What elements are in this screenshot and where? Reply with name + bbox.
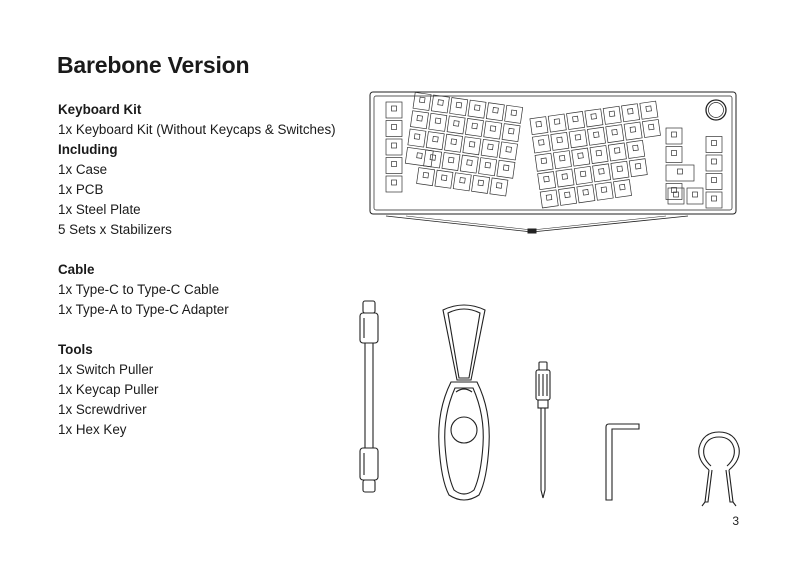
- list-item: 1x Type-C to Type-C Cable: [58, 282, 220, 297]
- key-outline: [472, 175, 490, 193]
- section-heading: Keyboard Kit: [58, 102, 142, 117]
- key-outline: [484, 121, 502, 139]
- key-outline: [551, 132, 569, 150]
- key-outline: [590, 146, 608, 164]
- list-item: 1x Type-A to Type-C Adapter: [58, 302, 229, 317]
- key-outline: [569, 130, 587, 148]
- key-outline: [553, 151, 571, 169]
- key-outline: [532, 135, 550, 153]
- key-outline: [548, 114, 566, 132]
- key-outline: [426, 132, 444, 150]
- keyboard-icon: [366, 88, 746, 238]
- key-outline: [606, 125, 624, 143]
- key-outline: [540, 190, 558, 208]
- key-outline: [386, 158, 402, 174]
- key-outline: [611, 161, 629, 179]
- key-outline: [442, 153, 460, 171]
- key-outline: [567, 111, 585, 129]
- list-item: 1x Hex Key: [58, 422, 127, 437]
- key-outline: [642, 119, 660, 137]
- key-outline: [706, 192, 722, 208]
- key-outline: [417, 168, 435, 186]
- key-outline: [574, 166, 592, 184]
- key-outline: [622, 104, 640, 122]
- key-outline: [505, 105, 523, 123]
- key-outline: [408, 129, 426, 147]
- key-outline: [530, 117, 548, 135]
- list-item: 5 Sets x Stabilizers: [58, 222, 172, 237]
- key-outline: [559, 187, 577, 205]
- screwdriver-icon: [531, 360, 555, 510]
- key-outline: [577, 185, 595, 203]
- section-heading: Tools: [58, 342, 93, 357]
- key-outline: [666, 165, 694, 181]
- key-outline: [499, 142, 517, 160]
- list-item: 1x Switch Puller: [58, 362, 154, 377]
- key-outline: [595, 182, 613, 200]
- tools-section: [58, 340, 368, 440]
- key-outline: [706, 137, 722, 153]
- usb-c-cable-icon: [354, 298, 384, 508]
- key-outline: [608, 143, 626, 161]
- key-outline: [465, 118, 483, 136]
- key-outline: [535, 153, 553, 171]
- list-item: 1x Keyboard Kit (Without Keycaps & Switches): [58, 122, 336, 137]
- key-outline: [386, 121, 402, 137]
- key-outline: [572, 148, 590, 166]
- cable-section: [58, 260, 368, 320]
- list-item: 1x Keycap Puller: [58, 382, 159, 397]
- list-item: 1x Screwdriver: [58, 402, 147, 417]
- page-title: Barebone Version: [57, 52, 250, 78]
- key-outline: [460, 155, 478, 173]
- key-outline: [431, 95, 449, 113]
- key-outline: [629, 159, 647, 177]
- key-outline: [666, 128, 682, 144]
- key-outline: [668, 188, 684, 204]
- key-outline: [424, 150, 442, 168]
- key-outline: [410, 111, 428, 129]
- key-outline: [445, 134, 463, 152]
- key-outline: [486, 103, 504, 121]
- key-outline: [502, 124, 520, 142]
- key-outline: [453, 173, 471, 191]
- page-number: 3: [732, 514, 739, 528]
- key-outline: [429, 113, 447, 131]
- list-item: 1x Case: [58, 162, 108, 177]
- key-outline: [479, 158, 497, 176]
- list-item: 1x Steel Plate: [58, 202, 141, 217]
- key-outline: [587, 127, 605, 145]
- key-outline: [666, 147, 682, 163]
- key-outline: [386, 102, 402, 118]
- key-outline: [627, 140, 645, 158]
- key-outline: [593, 164, 611, 182]
- key-outline: [538, 172, 556, 190]
- key-outline: [687, 188, 703, 204]
- key-outline: [481, 139, 499, 157]
- key-outline: [497, 160, 515, 178]
- key-outline: [585, 109, 603, 127]
- hex-key-icon: [603, 422, 643, 502]
- section-heading: Cable: [58, 262, 95, 277]
- key-outline: [556, 169, 574, 187]
- including-section: [58, 140, 368, 240]
- key-outline: [640, 101, 658, 119]
- key-outline: [386, 176, 402, 192]
- key-outline: [624, 122, 642, 140]
- key-outline: [386, 139, 402, 155]
- key-outline: [490, 178, 508, 196]
- package-contents: [58, 100, 368, 460]
- key-outline: [468, 100, 486, 118]
- section-heading: Including: [58, 142, 118, 157]
- key-outline: [463, 137, 481, 155]
- key-outline: [706, 174, 722, 190]
- key-outline: [447, 116, 465, 134]
- switch-puller-icon: [691, 430, 747, 510]
- list-item: 1x PCB: [58, 182, 104, 197]
- keycap-puller-icon: [429, 300, 499, 510]
- key-outline: [450, 98, 468, 116]
- key-outline: [613, 180, 631, 198]
- key-outline: [706, 155, 722, 171]
- key-outline: [435, 170, 453, 188]
- keyboard-kit-section: [58, 100, 368, 140]
- key-outline: [413, 92, 431, 110]
- key-outline: [603, 106, 621, 124]
